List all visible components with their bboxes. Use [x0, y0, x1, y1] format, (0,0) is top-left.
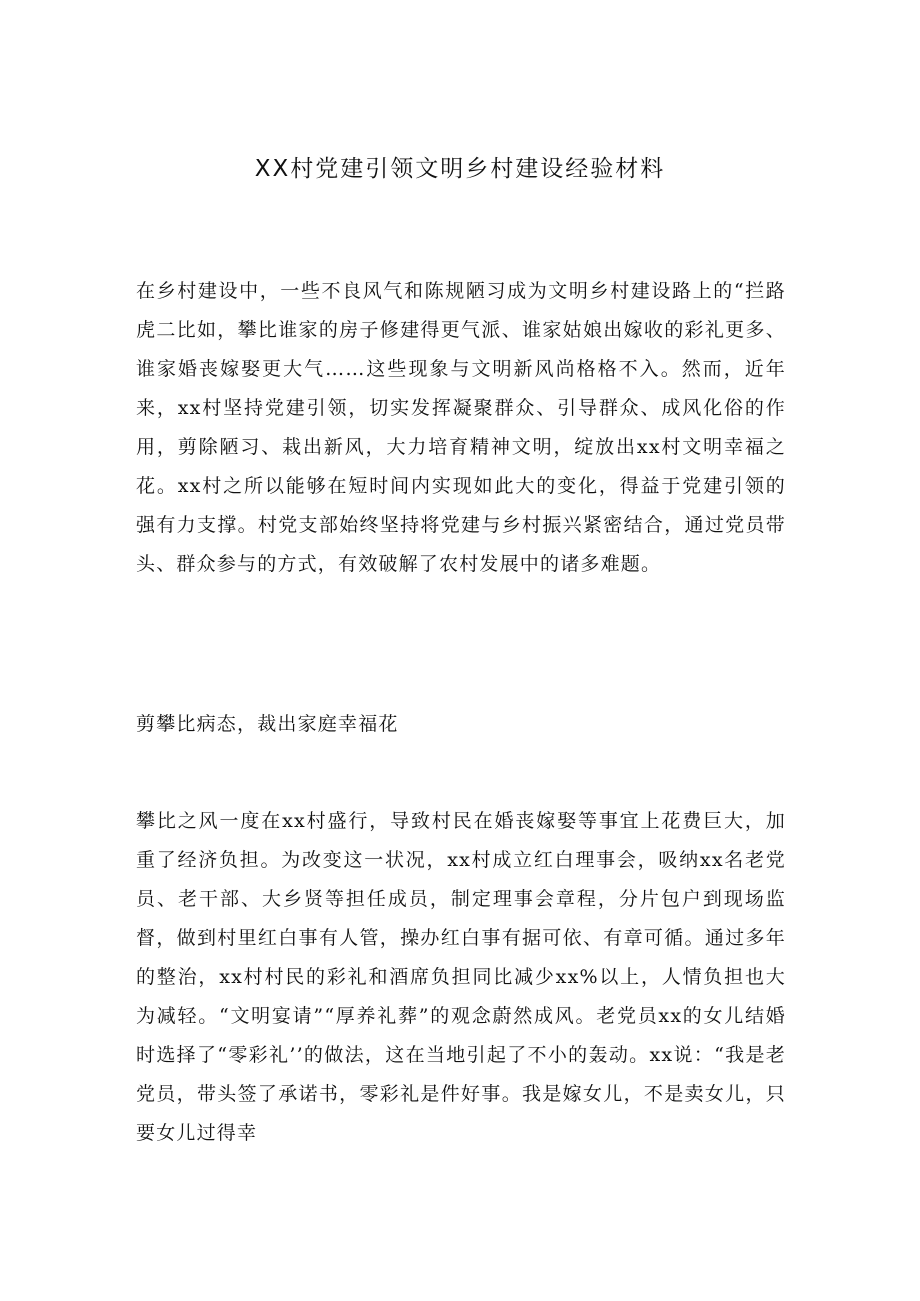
- section-heading: 剪攀比病态，裁出家庭幸福花: [136, 713, 399, 735]
- document-title: XX村党建引领文明乡村建设经验材料: [254, 156, 666, 182]
- intro-paragraph: 在乡村建设中，一些不良风气和陈规陋习成为文明乡村建设路上的“拦路虎二比如，攀比谁家的房子修建得更气派、谁家姑娘出嫁收的彩礼更多、谁家婚丧嫁娶更大气……这些现象与文明新风尚格格不入。然而，近年来，xx村坚持党建引领，切实发挥凝聚群众、引导群众、成风化俗的作用，剪除陋习、栽出新风，大力培育精神文明，绽放出xx村文明幸福之花。xx村之所以能够在短时间内实现如此大的变化，得益于党建引领的强有力支撑。村党支部始终坚持将党建与乡村振兴紧密结合，通过党员带头、群众参与的方式，有效破解了农村发展中的诸多难题。: [136, 280, 786, 575]
- section-paragraph: 攀比之风一度在xx村盛行，导致村民在婚丧嫁娶等事宜上花费巨大，加重了经济负担。为改变这一状况，xx村成立红白理事会，吸纳xx名老党员、老干部、大乡贤等担任成员，制定理事会章程，分片包户到现场监督，做到村里红白事有人管，操办红白事有据可依、有章可循。通过多年的整治，xx村村民的彩礼和酒席负担同比减少xx%以上，人情负担也大为减轻。“文明宴请”“厚养礼葬”的观念蔚然成风。老党员xx的女儿结婚时选择了“零彩礼’’的做法，这在当地引起了不小的轰动。xx说：“我是老党员，带头签了承诺书，零彩礼是件好事。我是嫁女儿，不是卖女儿，只要女儿过得幸: [136, 810, 786, 1144]
